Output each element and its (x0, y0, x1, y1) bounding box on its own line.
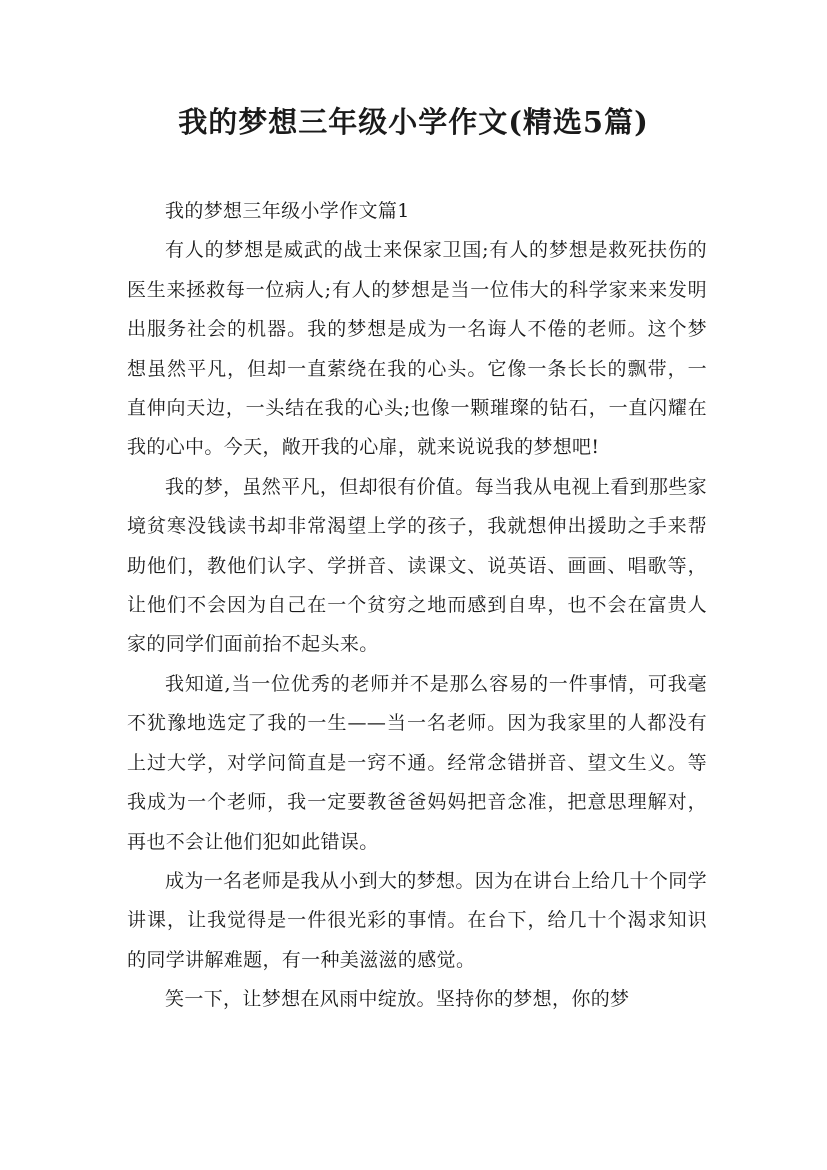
paragraph: 我知道,当一位优秀的老师并不是那么容易的一件事情，可我毫不犹豫地选定了我的一生——当一名老师。因为我家里的人都没有上过大学，对学问简直是一窍不通。经常念错拼音、望文生义。等我成为一个老师，我一定要教爸爸妈妈把音念准，把意思理解对，再也不会让他们犯如此错误。 (127, 672, 707, 853)
article-body (127, 192, 707, 1020)
paragraph: 笑一下，让梦想在风雨中绽放。坚持你的梦想，你的梦 (165, 988, 630, 1011)
document-title: 我的梦想三年级小学作文(精选5篇) (178, 105, 649, 139)
paragraph: 我的梦，虽然平凡，但却很有价值。每当我从电视上看到那些家境贫寒没钱读书却非常渴望上学的孩子，我就想伸出援助之手来帮助他们，教他们认字、学拼音、读课文、说英语、画画、唱歌等，让他们不会因为自己在一个贫穷之地而感到自卑，也不会在富贵人家的同学们面前抬不起头来。 (127, 475, 707, 656)
section-heading: 我的梦想三年级小学作文篇1 (165, 200, 410, 222)
paragraph: 成为一名老师是我从小到大的梦想。因为在讲台上给几十个同学讲课，让我觉得是一件很光彩的事情。在台下，给几十个渴求知识的同学讲解难题，有一种美滋滋的感觉。 (127, 869, 707, 971)
paragraph: 有人的梦想是威武的战士来保家卫国;有人的梦想是救死扶伤的医生来拯救每一位病人;有人的梦想是当一位伟大的科学家来来发明出服务社会的机器。我的梦想是成为一名诲人不倦的老师。这个梦想虽然平凡，但却一直萦绕在我的心头。它像一条长长的飘带，一直伸向天边，一头结在我的心头;也像一颗璀璨的钻石，一直闪耀在我的心中。今天，敞开我的心扉，就来说说我的梦想吧! (127, 239, 707, 459)
